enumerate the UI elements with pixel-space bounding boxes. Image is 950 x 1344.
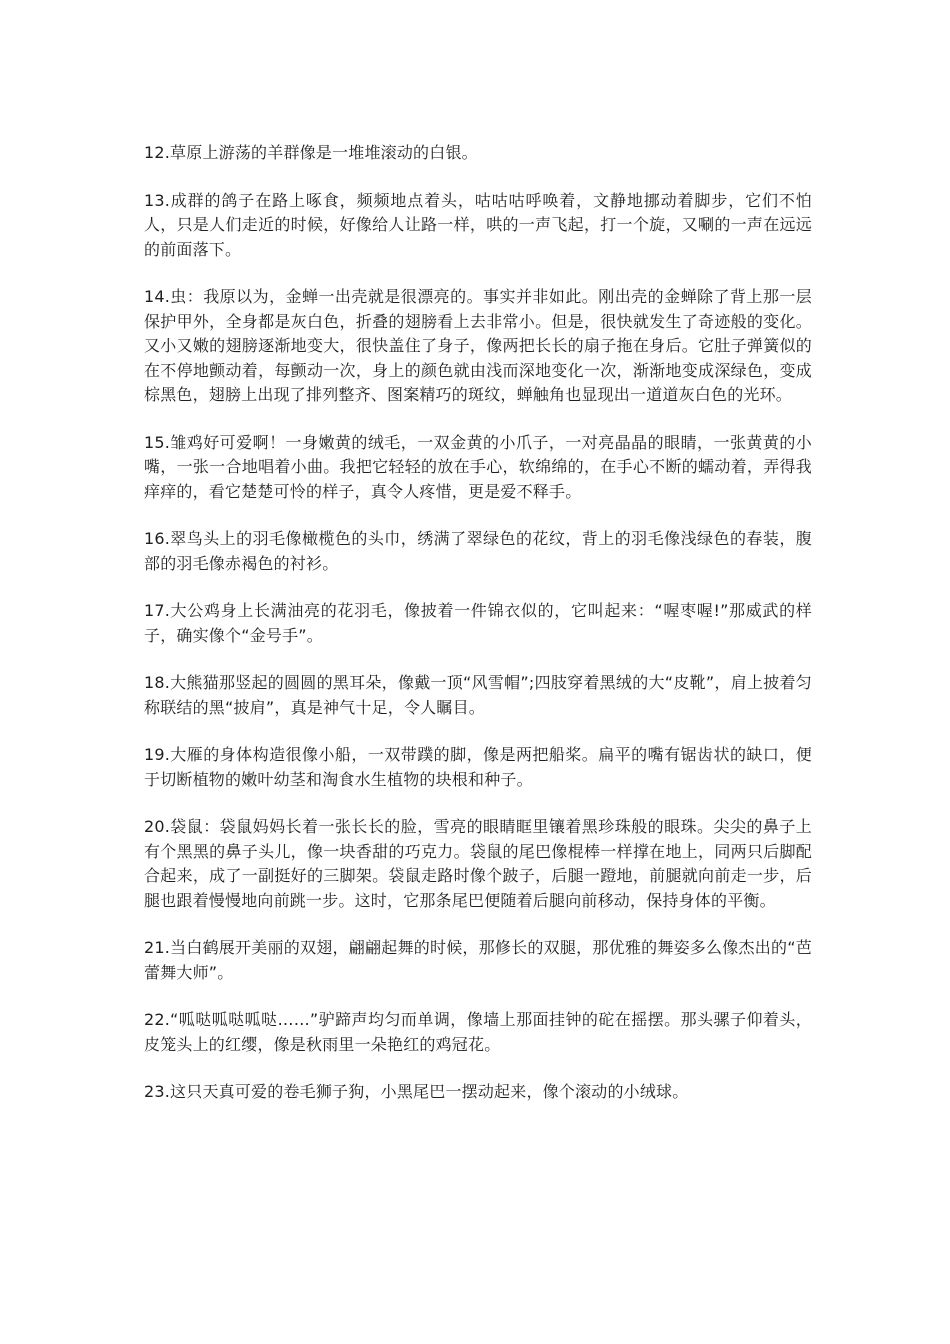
paragraph-17: 17.大公鸡身上长满油亮的花羽毛，像披着一件锦衣似的，它叫起来：“喔枣喔!”那威武的样子，确实像个“金号手”。: [144, 601, 812, 645]
paragraph-19: 19.大雁的身体构造很像小船，一双带蹼的脚，像是两把船桨。扁平的嘴有锯齿状的缺口，便于切断植物的嫩叶幼茎和淘食水生植物的块根和种子。: [144, 745, 812, 789]
paragraph-20: 20.袋鼠：袋鼠妈妈长着一张长长的脸，雪亮的眼睛眶里镶着黑珍珠般的眼珠。尖尖的鼻子上有个黑黑的鼻子头儿，像一块香甜的巧克力。袋鼠的尾巴像棍棒一样撑在地上，同两只后脚配合起来，成了一副挺好的三脚架。袋鼠走路时像个跛子，后腿一蹬地，前腿就向前走一步，后腿也跟着慢慢地向前跳一步。这时，它那条尾巴便随着后腿向前移动，保持身体的平衡。: [144, 817, 812, 910]
paragraph-21: 21.当白鹤展开美丽的双翅，翩翩起舞的时候，那修长的双腿，那优雅的舞姿多么像杰出的“芭蕾舞大师”。: [144, 938, 812, 982]
paragraph-16: 16.翠鸟头上的羽毛像橄榄色的头巾，绣满了翠绿色的花纹，背上的羽毛像浅绿色的春装，腹部的羽毛像赤褐色的衬衫。: [144, 529, 812, 573]
paragraph-23: 23.这只天真可爱的卷毛狮子狗，小黑尾巴一摆动起来，像个滚动的小绒球。: [144, 1082, 689, 1101]
paragraph-22: 22.“呱哒呱哒呱哒……”驴蹄声均匀而单调，像墙上那面挂钟的砣在摇摆。那头骡子仰着头，皮笼头上的红缨，像是秋雨里一朵艳红的鸡冠花。: [144, 1010, 812, 1054]
paragraph-15: 15.雏鸡好可爱啊！一身嫩黄的绒毛，一双金黄的小爪子，一对亮晶晶的眼睛，一张黄黄的小嘴，一张一合地唱着小曲。我把它轻轻的放在手心，软绵绵的，在手心不断的蠕动着，弄得我痒痒的，看它楚楚可怜的样子，真令人疼惜，更是爱不释手。: [144, 432, 812, 501]
paragraph-14: 14.虫：我原以为，金蝉一出壳就是很漂亮的。事实并非如此。刚出壳的金蝉除了背上那一层保护甲外，全身都是灰白色，折叠的翅膀看上去非常小。但是，很快就发生了奇迹般的变化。又小又嫩的翅膀逐渐地变大，很快盖住了身子，像两把长长的扇子拖在身后。它肚子弹簧似的在不停地颤动着，每颤动一次，身上的颜色就由浅而深地变化一次，渐渐地变成深绿色，变成棕黑色，翅膀上出现了排列整齐、图案精巧的斑纹，蝉触角也显现出一道道灰白色的光环。: [144, 287, 812, 404]
document-body: [144, 141, 812, 1128]
paragraph-12: 12.草原上游荡的羊群像是一堆堆滚动的白银。: [144, 143, 478, 162]
paragraph-13: 13.成群的鸽子在路上啄食，频频地点着头，咕咕咕呼唤着，文静地挪动着脚步，它们不怕人，只是人们走近的时候，好像给人让路一样，哄的一声飞起，打一个旋，又唰的一声在远远的前面落下。: [144, 190, 812, 259]
paragraph-18: 18.大熊猫那竖起的圆圆的黑耳朵，像戴一顶“风雪帽”;四肢穿着黑绒的大“皮靴”，肩上披着匀称联结的黑“披肩”，真是神气十足，令人瞩目。: [144, 673, 812, 717]
